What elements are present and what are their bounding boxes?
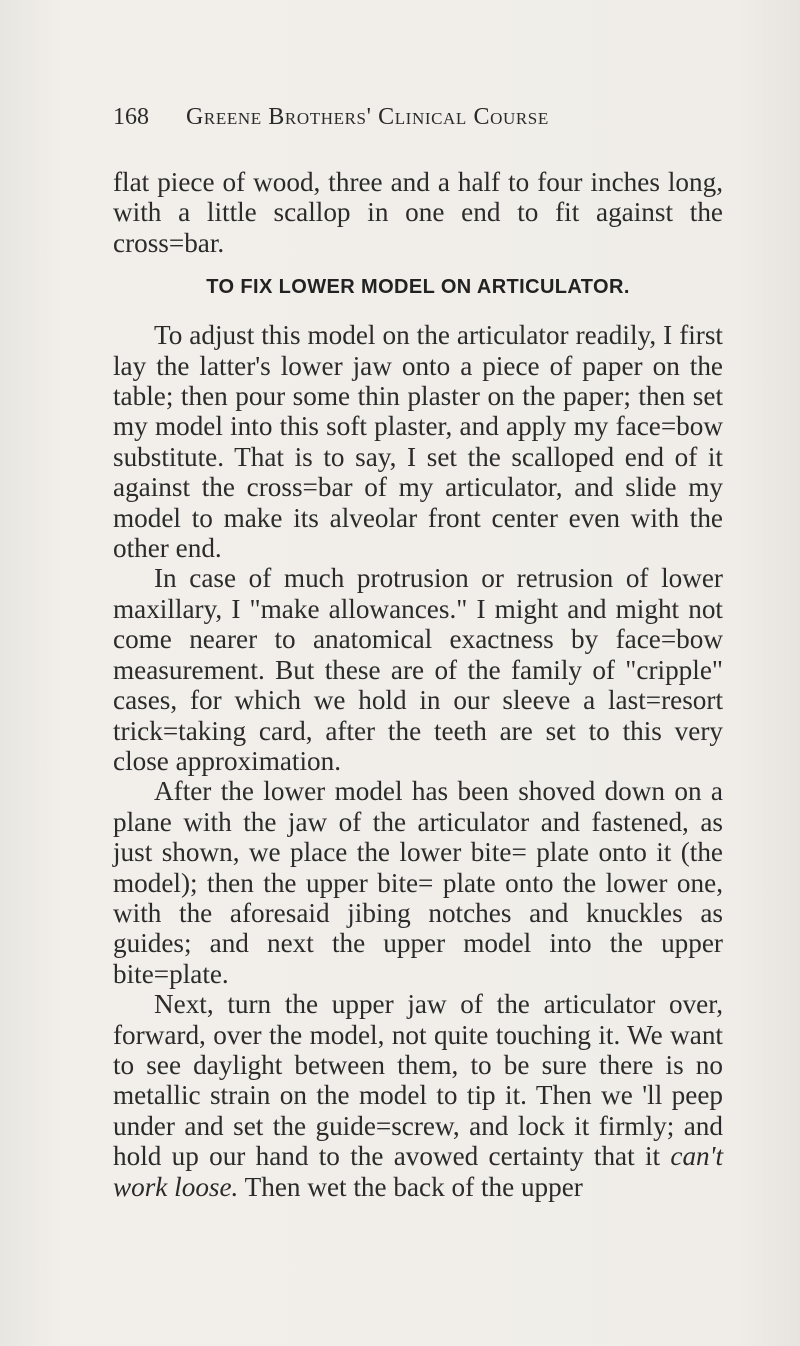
paragraph-continuation: flat piece of wood, three and a half to four inches long, with a little scallop in one end to fit against the cross=bar.	[113, 167, 723, 258]
page-number: 168	[113, 104, 149, 130]
section-heading: TO FIX LOWER MODEL ON ARTICULATOR.	[206, 276, 630, 299]
paragraph-2: In case of much protrusion or retrusion of lower maxillary, I "make allowances." I might and might not come nearer to anatomical exactness by face=bow measurement. But these are of the family of "cripple" cases, for which we hold in our sleeve a last=resort trick=taking card, after the teeth are set to this very close approximation.	[113, 563, 723, 776]
paragraph-3: After the lower model has been shoved down on a plane with the jaw of the articulator and fastened, as just shown, we place the lower bite= plate onto it (the model); then the upper bite= plate onto the lower one, with the aforesaid jibing notches and knuckles as guides; and next the upper model into the upper bite=plate.	[113, 776, 723, 989]
paragraph-1: To adjust this model on the articulator readily, I first lay the latter's lower jaw onto a piece of paper on the table; then pour some thin plaster on the paper; then set my model into this soft plaster, and apply my face=bow substitute. That is to say, I set the scalloped end of it against the cross=bar of my articulator, and slide my model to make its alveolar front center even with the other end.	[113, 320, 723, 564]
paragraph-4-italic: can't work loose.	[113, 1141, 723, 1202]
paragraph-4-end: Then wet the back of the upper	[238, 1171, 583, 1202]
body-text	[113, 167, 723, 1202]
running-head	[113, 104, 713, 142]
running-title: Greene Brothers' Clinical Course	[186, 104, 549, 130]
paragraph-4-start: Next, turn the upper jaw of the articulator over, forward, over the model, not quite touching it. We want to see daylight between them, to be sure there is no metallic strain on the model to tip it. Then we 'll peep under and set the guide=screw, and lock it firmly; and hold up our hand to the avowed certainty that it	[113, 989, 723, 1172]
paragraph-4	[113, 989, 723, 1202]
